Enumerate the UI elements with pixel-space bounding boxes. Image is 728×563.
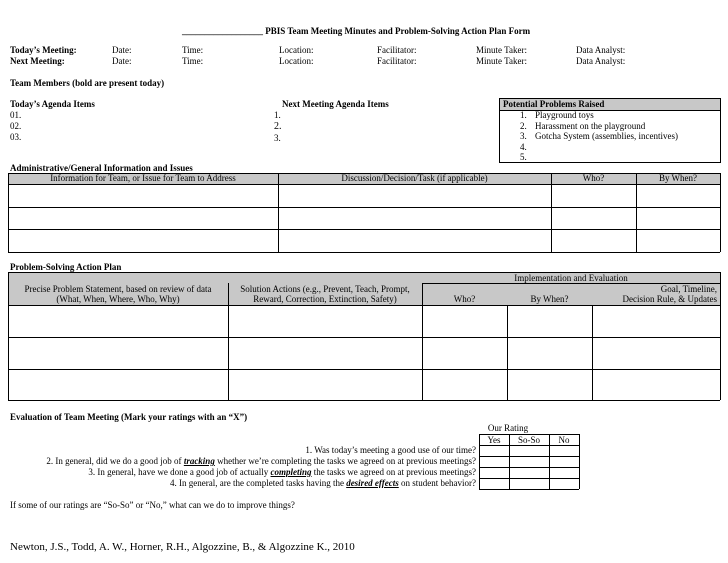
eval-question-3: 3. In general, have we done a good job of actually completing the tasks we agreed on at previous meetings? — [88, 467, 476, 477]
rating-col-yes: Yes — [487, 435, 501, 445]
today-agenda-heading: Today’s Agenda Items — [10, 99, 95, 109]
rating-cell-q1-yes[interactable] — [480, 446, 508, 456]
psap-col-problem: Precise Problem Statement, based on review of data — [24, 284, 212, 294]
next-time-field[interactable]: Time: — [182, 56, 204, 66]
admin-heading: Administrative/General Information and Issues — [10, 163, 193, 173]
next-agenda-item[interactable]: 3. — [274, 133, 281, 143]
next-minute-taker-field[interactable]: Minute Taker: — [476, 56, 527, 66]
rating-col-no: No — [558, 435, 570, 445]
next-date-field[interactable]: Date: — [112, 56, 132, 66]
citation: Newton, J.S., Todd, A. W., Horner, R.H., Algozzine, B., & Algozzine K., 2010 — [10, 541, 355, 553]
today-facilitator-field[interactable]: Facilitator: — [377, 45, 417, 55]
rating-col-soso: So-So — [517, 435, 540, 445]
admin-col-discussion: Discussion/Decision/Task (if applicable) — [341, 173, 488, 183]
problem-item[interactable]: Playground toys — [535, 110, 594, 120]
today-time-field[interactable]: Time: — [182, 45, 204, 55]
problem-item[interactable]: Harassment on the playground — [535, 121, 646, 131]
today-agenda-item[interactable]: 02. — [10, 121, 22, 131]
problem-item[interactable]: Gotcha System (assemblies, incentives) — [535, 131, 678, 141]
today-data-analyst-field[interactable]: Data Analyst: — [576, 45, 626, 55]
admin-col-who: Who? — [582, 173, 605, 183]
problem-number: 3. — [520, 131, 527, 141]
today-agenda-item[interactable]: 01. — [10, 110, 22, 120]
today-minute-taker-field[interactable]: Minute Taker: — [476, 45, 527, 55]
admin-col-when: By When? — [658, 173, 698, 183]
today-date-field[interactable]: Date: — [112, 45, 132, 55]
rating-cell-q1-no[interactable] — [550, 446, 578, 456]
improve-prompt: If some of our ratings are “So-So” or “No,” what can we do to improve things? — [10, 500, 295, 510]
impl-eval-heading: Implementation and Evaluation — [514, 273, 628, 283]
potential-problems-heading: Potential Problems Raised — [500, 99, 720, 111]
today-meeting-label: Today’s Meeting: — [10, 45, 77, 55]
problem-number: 4. — [520, 142, 527, 152]
rating-cell-q1-soso[interactable] — [510, 446, 548, 456]
eval-question-1: 1. Was today’s meeting a good use of our time? — [305, 445, 476, 455]
page-title: __________________ PBIS Team Meeting Minutes and Problem-Solving Action Plan Form — [182, 26, 531, 36]
psap-heading: Problem-Solving Action Plan — [10, 262, 122, 272]
evaluation-heading: Evaluation of Team Meeting (Mark your ratings with an “X”) — [10, 412, 248, 422]
psap-col-problem-sub: (What, When, Where, Who, Why) — [56, 294, 180, 304]
psap-col-when: By When? — [530, 294, 569, 304]
team-members-label: Team Members (bold are present today) — [10, 78, 165, 88]
admin-col-info: Information for Team, or Issue for Team to Address — [50, 173, 236, 183]
eval-question-4: 4. In general, are the completed tasks having the desired effects on student behavior? — [170, 478, 476, 488]
psap-problem-cell[interactable] — [9, 306, 227, 336]
psap-col-goal-sub: Decision Rule, & Updates — [622, 294, 717, 304]
problem-number: 2. — [520, 121, 527, 131]
psap-solution-cell[interactable] — [229, 306, 421, 336]
next-meeting-label: Next Meeting: — [10, 56, 65, 66]
admin-discussion-cell[interactable] — [279, 185, 550, 206]
today-agenda-item[interactable]: 03. — [10, 132, 22, 142]
next-data-analyst-field[interactable]: Data Analyst: — [576, 56, 626, 66]
problem-number: 5. — [520, 152, 527, 162]
eval-question-2: 2. In general, did we do a good job of tracking whether we’re completing the tasks we agreed on at previous meetings? — [46, 456, 476, 466]
psap-col-solution-sub: Reward, Correction, Extinction, Safety) — [253, 294, 397, 304]
next-agenda-heading: Next Meeting Agenda Items — [282, 99, 389, 109]
next-agenda-item[interactable]: 2. — [274, 121, 282, 132]
psap-col-who: Who? — [453, 294, 476, 304]
our-rating-label: Our Rating — [487, 423, 529, 433]
psap-col-solution: Solution Actions (e.g., Prevent, Teach, Prompt, — [240, 284, 410, 294]
today-location-field[interactable]: Location: — [279, 45, 314, 55]
problem-number: 1. — [520, 110, 527, 120]
next-location-field[interactable]: Location: — [279, 56, 314, 66]
admin-info-cell[interactable] — [9, 185, 277, 206]
next-facilitator-field[interactable]: Facilitator: — [377, 56, 417, 66]
next-agenda-item[interactable]: 1. — [274, 110, 281, 120]
psap-col-goal: Goal, Timeline, — [660, 284, 717, 294]
